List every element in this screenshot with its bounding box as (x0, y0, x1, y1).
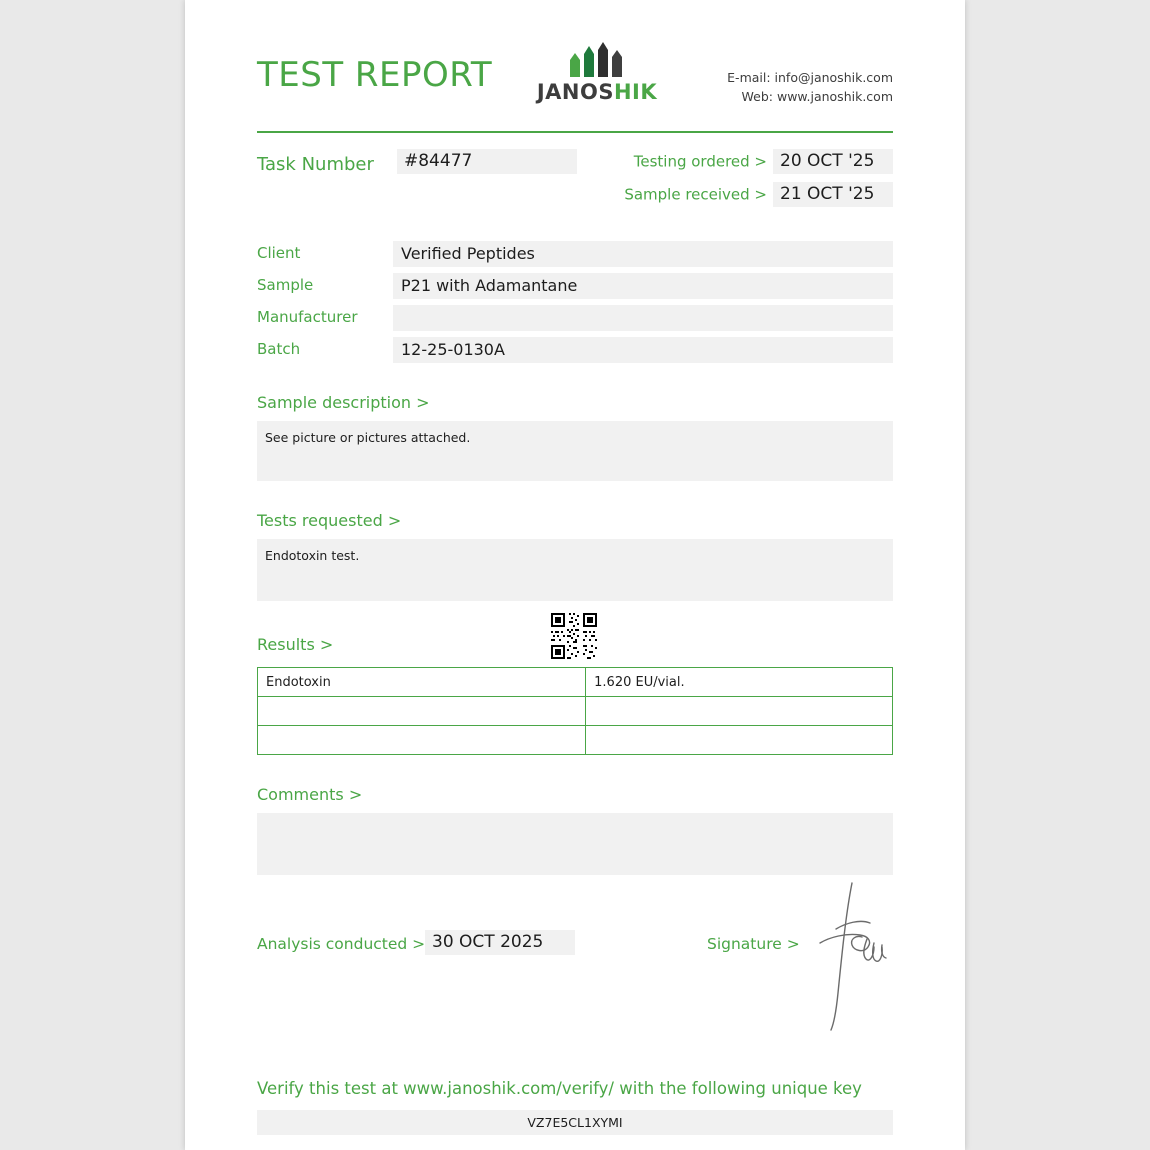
field-batch-label: Batch (257, 340, 301, 358)
analysis-conducted-value: 30 OCT 2025 (425, 930, 575, 955)
field-manufacturer-value (393, 305, 893, 331)
sample-description-box: See picture or pictures attached. (257, 421, 893, 481)
field-sample-label: Sample (257, 276, 314, 294)
result-value-0: 1.620 EU/vial. (586, 668, 893, 697)
field-manufacturer (257, 305, 893, 331)
result-value-2 (586, 726, 893, 755)
results-table (257, 667, 893, 755)
sample-received-value: 21 OCT '25 (773, 182, 893, 207)
testing-ordered-value: 20 OCT '25 (773, 149, 893, 174)
result-name-0: Endotoxin (258, 668, 586, 697)
task-number-value: #84477 (397, 149, 577, 174)
analysis-conducted-label: Analysis conducted > (257, 935, 426, 953)
comments-heading: Comments > (257, 785, 363, 804)
dates-block (573, 149, 893, 215)
report-page (185, 0, 965, 1150)
brand-name-green: HIK (613, 80, 658, 104)
field-sample (257, 273, 893, 299)
mountain-chart-icon (562, 40, 632, 78)
tests-requested-box: Endotoxin test. (257, 539, 893, 601)
task-number-label: Task Number (257, 154, 374, 175)
tests-requested-heading: Tests requested > (257, 511, 402, 530)
sample-received-row (573, 182, 893, 207)
handwritten-signature-icon (812, 873, 912, 1043)
qr-code-icon (549, 611, 599, 661)
contact-block (727, 68, 893, 106)
verify-text: Verify this test at www.janoshik.com/verify/ with the following unique key (257, 1079, 862, 1098)
page-title: TEST REPORT (257, 55, 493, 95)
table-row (258, 668, 893, 697)
fields-block (257, 241, 893, 363)
contact-email: E-mail: info@janoshik.com (727, 70, 893, 85)
results-heading: Results > (257, 635, 334, 654)
field-client (257, 241, 893, 267)
header-divider (257, 131, 893, 133)
sample-description-heading: Sample description > (257, 393, 430, 412)
signature-row (257, 923, 893, 1043)
field-client-label: Client (257, 244, 301, 262)
field-batch (257, 337, 893, 363)
result-name-1 (258, 697, 586, 726)
result-value-1 (586, 697, 893, 726)
field-batch-value: 12-25-0130A (393, 337, 893, 363)
report-header (257, 0, 893, 130)
brand-logo (517, 40, 677, 104)
verify-key: VZ7E5CL1XYMI (257, 1110, 893, 1135)
brand-wordmark (517, 80, 677, 104)
sample-received-label: Sample received > (624, 185, 767, 204)
signature-label: Signature > (707, 935, 800, 953)
comments-box (257, 813, 893, 875)
field-manufacturer-label: Manufacturer (257, 308, 358, 326)
table-row (258, 726, 893, 755)
result-name-2 (258, 726, 586, 755)
table-row (258, 697, 893, 726)
brand-name-dark: JANOS (536, 80, 614, 104)
field-client-value: Verified Peptides (393, 241, 893, 267)
testing-ordered-label: Testing ordered > (633, 152, 767, 171)
report-content (257, 0, 893, 1150)
contact-web: Web: www.janoshik.com (741, 89, 893, 104)
task-row (257, 149, 893, 205)
field-sample-value: P21 with Adamantane (393, 273, 893, 299)
testing-ordered-row (573, 149, 893, 174)
results-header-row (257, 623, 893, 667)
